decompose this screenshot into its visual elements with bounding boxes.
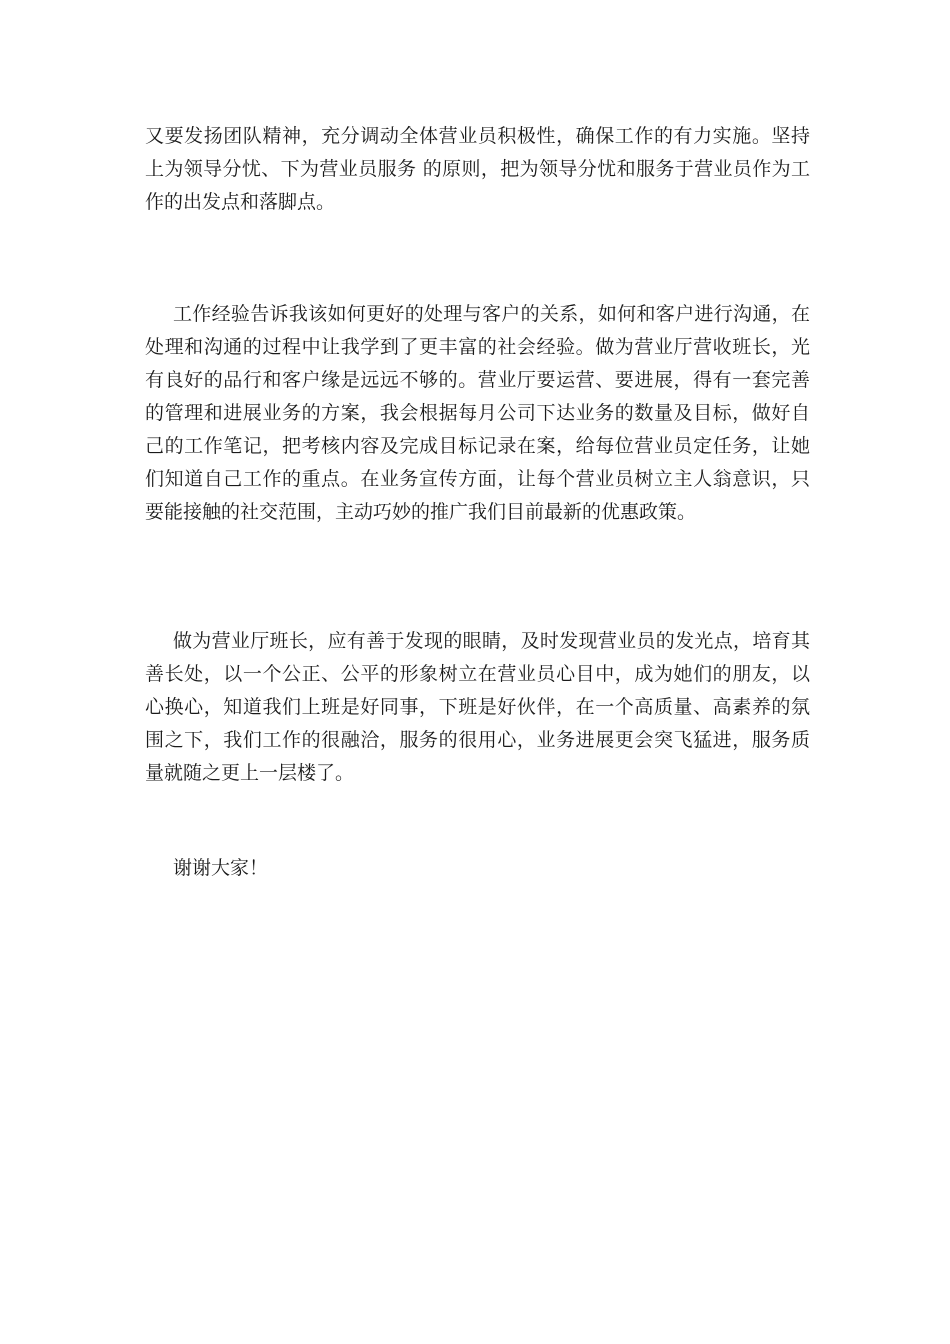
paragraph-line: 量就随之更上一层楼了。 <box>145 762 355 784</box>
closing-paragraph <box>145 852 810 885</box>
paragraph-line: 上为领导分忧、下为营业员服务 的原则，把为领导分忧和服务于营业员作为工 <box>145 158 810 180</box>
closing-line: 谢谢大家！ <box>173 857 269 879</box>
paragraph-line: 处理和沟通的过程中让我学到了更丰富的社会经验。做为营业厅营收班长，光 <box>145 336 810 358</box>
paragraph-line: 工作经验告诉我该如何更好的处理与客户的关系，如何和客户进行沟通，在 <box>173 303 810 325</box>
paragraph-2 <box>145 298 810 529</box>
paragraph-line: 们知道自己工作的重点。在业务宣传方面，让每个营业员树立主人翁意识，只 <box>145 468 810 490</box>
paragraph-3 <box>145 625 810 790</box>
paragraph-line: 善长处，以一个公正、公平的形象树立在营业员心目中，成为她们的朋友，以 <box>145 663 810 685</box>
paragraph-line: 又要发扬团队精神，充分调动全体营业员积极性，确保工作的有力实施。坚持 <box>145 125 810 147</box>
paragraph-1 <box>145 120 810 219</box>
paragraph-line: 心换心，知道我们上班是好同事，下班是好伙伴，在一个高质量、高素养的氛 <box>145 696 810 718</box>
paragraph-line: 做为营业厅班长，应有善于发现的眼睛，及时发现营业员的发光点，培育其 <box>173 630 810 652</box>
paragraph-line: 的管理和进展业务的方案，我会根据每月公司下达业务的数量及目标，做好自 <box>145 402 810 424</box>
paragraph-line: 己的工作笔记，把考核内容及完成目标记录在案，给每位营业员定任务，让她 <box>145 435 810 457</box>
paragraph-line: 要能接触的社交范围，主动巧妙的推广我们目前最新的优惠政策。 <box>145 501 697 523</box>
paragraph-line: 围之下，我们工作的很融洽，服务的很用心，业务进展更会突飞猛进，服务质 <box>145 729 810 751</box>
paragraph-line: 有良好的品行和客户缘是远远不够的。营业厅要运营、要进展，得有一套完善 <box>145 369 810 391</box>
paragraph-line: 作的出发点和落脚点。 <box>145 191 336 213</box>
